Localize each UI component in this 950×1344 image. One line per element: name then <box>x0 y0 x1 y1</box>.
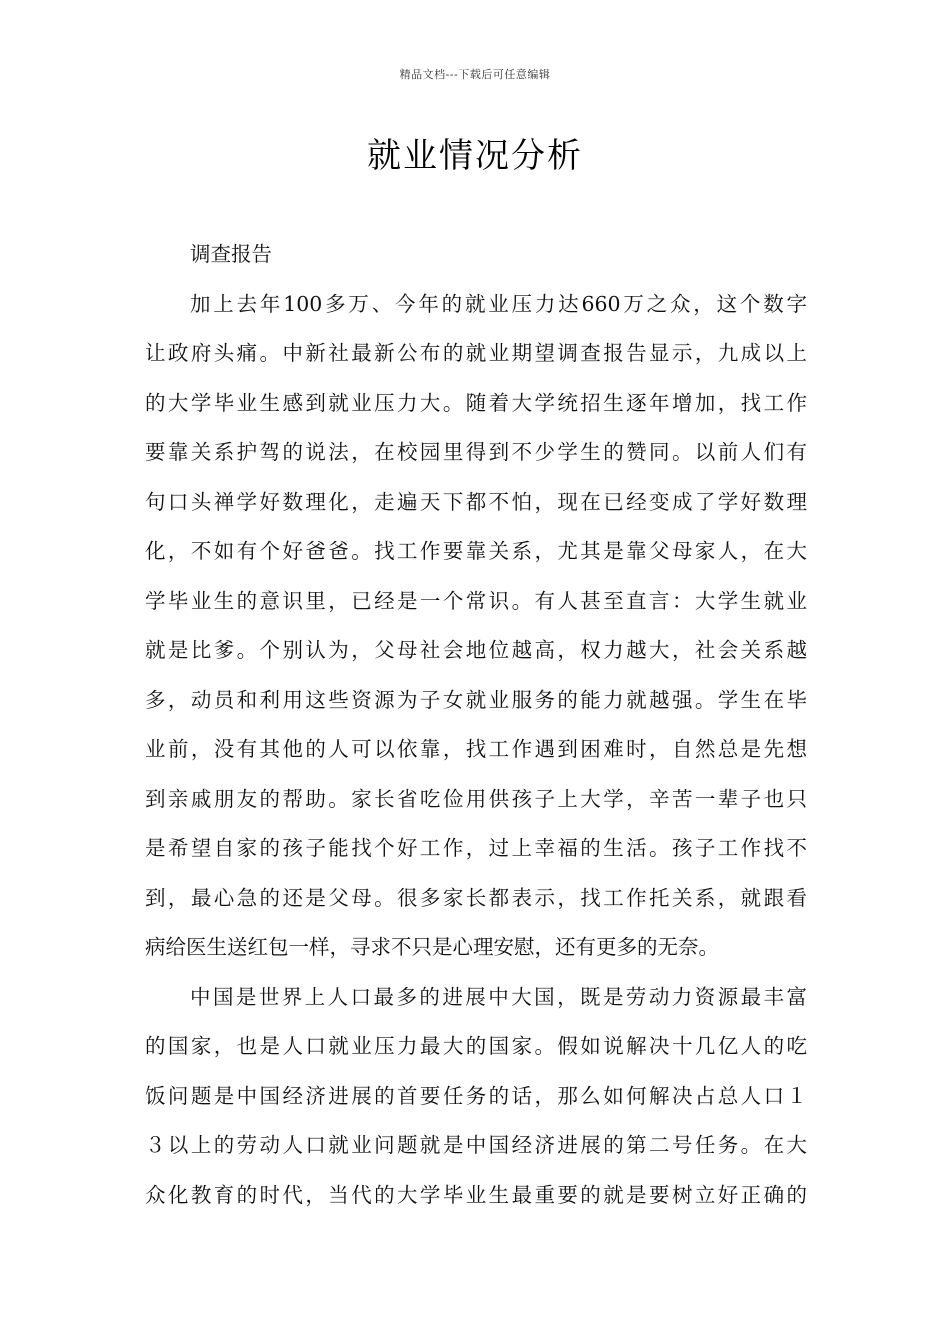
text-line: 就是比爹。个别认为，父母社会地位越高，权力越大，社会关系越 <box>145 638 807 662</box>
text-line: 的大学毕业生感到就业压力大。随着大学统招生逐年增加，找工作 <box>145 390 807 415</box>
text-line: 众化教育的时代，当代的大学毕业生最重要的就是要树立好正确的 <box>145 1182 807 1207</box>
page-header-note: 精品文档---下载后可任意编辑 <box>399 68 551 81</box>
text-line: 多，动员和利用这些资源为子女就业服务的能力就越强。学生在毕 <box>145 687 807 712</box>
text-line: 句口头禅学好数理化，走遍天下都不怕，现在已经变成了学好数理 <box>145 489 807 514</box>
text-line: 加上去年100多万、今年的就业压力达660万之众，这个数字 <box>190 291 807 316</box>
text-line: 饭问题是中国经济进展的首要任务的话，那么如何解决占总人口１ <box>145 1083 807 1108</box>
text-line: 化，不如有个好爸爸。找工作要靠关系，尤其是靠父母家人，在大 <box>145 539 807 563</box>
text-line: 让政府头痛。中新社最新公布的就业期望调查报告显示，九成以上 <box>145 341 807 365</box>
text-line: 的国家，也是人口就业压力最大的国家。假如说解决十几亿人的吃 <box>145 1034 807 1058</box>
text-line: 中国是世界上人口最多的进展中大国，既是劳动力资源最丰富 <box>190 984 807 1009</box>
text-line: 是希望自家的孩子能找个好工作，过上幸福的生活。孩子工作找不 <box>145 836 807 860</box>
document-title: 就业情况分析 <box>367 136 583 176</box>
text-line: 学毕业生的意识里，已经是一个常识。有人甚至直言：大学生就业 <box>145 588 807 613</box>
text-line: 调查报告 <box>190 242 272 266</box>
text-line: 病给医生送红包一样，寻求不只是心理安慰，还有更多的无奈。 <box>145 935 719 959</box>
text-line: 到，最心急的还是父母。很多家长都表示，找工作托关系，就跟看 <box>145 885 807 910</box>
document-body <box>145 230 807 1220</box>
text-line: 要靠关系护驾的说法，在校园里得到不少学生的赞同。以前人们有 <box>145 440 807 464</box>
text-line: ３以上的劳动人口就业问题就是中国经济进展的第二号任务。在大 <box>145 1133 807 1157</box>
text-line: 业前，没有其他的人可以依靠，找工作遇到困难时，自然总是先想 <box>145 737 807 761</box>
text-line: 到亲戚朋友的帮助。家长省吃俭用供孩子上大学，辛苦一辈子也只 <box>145 786 807 811</box>
